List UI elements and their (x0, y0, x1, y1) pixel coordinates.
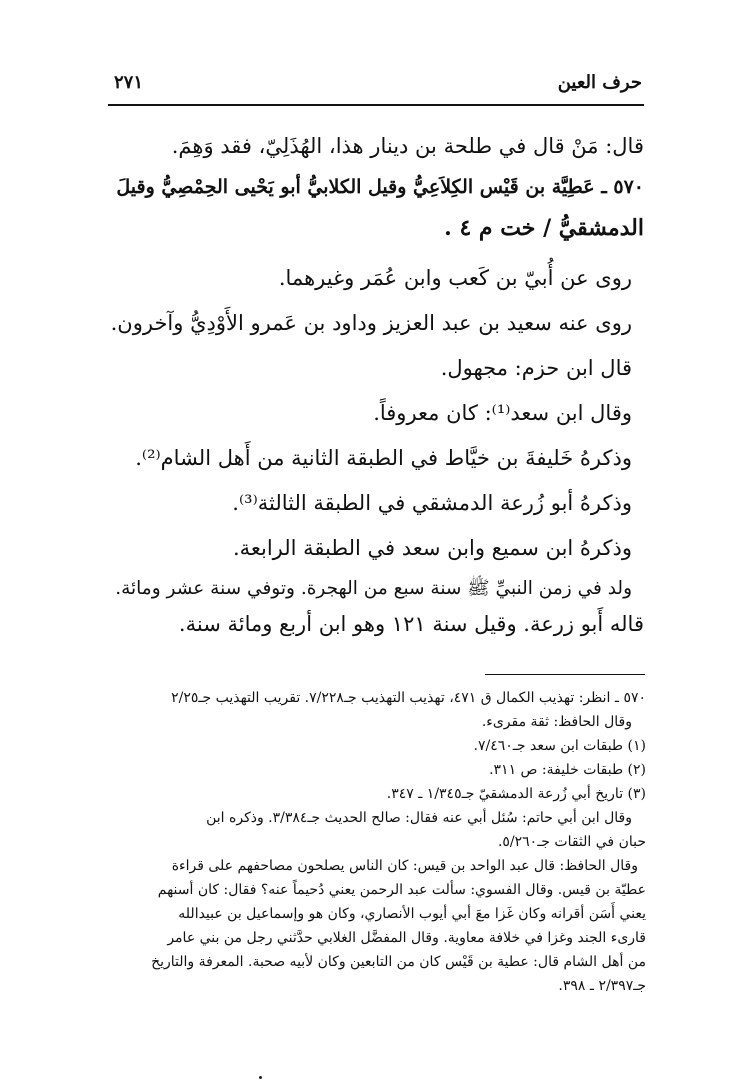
footnotes (94, 686, 646, 998)
footnote-line: ٥٧٠ ـ انظر: تهذيب الكمال ق ٤٧١، تهذيب التهذيب جـ٧/٢٢٨. تقريب التهذيب جـ٢/٢٥ (171, 690, 646, 706)
footnote-line: (٣) تاريخ أبي زُرعة الدمشقيّ جـ١/٣٤٥ ـ ٣٤٧. (386, 786, 646, 802)
header-rule (108, 104, 644, 106)
footnote-line: (٢) طبقات خليفة: ص ٣١١. (489, 762, 646, 778)
footnote-line: وقال ابن أبي حاتم: سُئل أبي عنه فقال: صالح الحديث جـ٣/٣٨٤. وذكره ابن (206, 810, 632, 826)
footnote-line: وقال الحافظ: ثقة مقرىء. (481, 714, 632, 730)
footnote-line: جـ٢/٣٩٧ ـ ٣٩٨. (558, 978, 646, 994)
footnote-line: حبان في الثقات جـ٥/٢٦٠. (497, 834, 646, 850)
footnote-rule (485, 674, 645, 675)
footnote-line: قارىء الجند وغزا في خلافة معاوية. وقال المفضَّل الغلابي حدَّثني رجل من بني عامر (167, 930, 646, 946)
main-text (108, 126, 644, 641)
footnote-line: (١) طبقات ابن سعد جـ٧/٤٦٠. (473, 738, 646, 754)
ibn-hazm-line: قال ابن حزم: مجهول. (440, 356, 632, 380)
intro-line: قال: مَنْ قال في طلحة بن دينار هذا، الهُذَلِيّ، فقد وَهِمَ. (171, 134, 644, 158)
page-number: ٢٧١ (114, 72, 144, 93)
narrated-by-line: روى عنه سعيد بن عبد العزيز وداود بن عَمرو الأَوْدِيُّ وآخرون. (110, 311, 632, 335)
entry-heading-line-2: الدمشقيُّ / خت م ٤ . (444, 215, 644, 241)
footnote-line: يعني أَسَن أقرانه وكان غَزا معَ أبي أيوب الأنصاري، وكان هو وإسماعيل بن عبيدالله (178, 906, 646, 922)
page-header (108, 70, 644, 104)
ibn-sami-line: وذكرهُ ابن سميع وابن سعد في الطبقة الرابعة. (232, 536, 632, 560)
birth-death-line: ولد في زمن النبيِّ ﷺ سنة سبع من الهجرة. وتوفي سنة عشر ومائة. (115, 578, 632, 599)
khalifa-line: وذكرهُ خَليفةَ بن خيَّاط في الطبقة الثانية من أَهل الشام⁽²⁾. (135, 446, 632, 470)
birth-death-continued-line: قاله أَبو زرعة. وقيل سنة ١٢١ وهو ابن أربع ومائة سنة. (178, 612, 644, 636)
narrated-from-line: روى عن أُبيّ بن كَعب وابن عُمَر وغيرهما. (278, 266, 632, 290)
page-speck (259, 1076, 262, 1079)
footnote-line: عطيّة بن قيس. وقال الفسوي: سألت عبد الرحمن يعني دُحيماً عنه؟ فقال: كان أسنهم (157, 882, 646, 898)
abu-zura-line: وذكرهُ أبو زُرعة الدمشقي في الطبقة الثالثة⁽³⁾. (232, 491, 632, 515)
chapter-title: حرف العين (557, 72, 642, 93)
footnote-line: من أهل الشام قال: عطية بن قَيْس كان من التابعين وكان لأبيه صحبة. المعرفة والتاريخ (151, 954, 646, 970)
footnote-line: وقال الحافظ: قال عبد الواحد بن قيس: كان الناس يصلحون مصاحفهم على قراءة (171, 858, 638, 874)
entry-heading-line-1: ٥٧٠ ـ عَطِيَّة بن قَيْس الكِلاَعِيُّ وقيل الكلابيُّ أبو يَحْيى الحِمْصِيُّ وقيلَ (116, 176, 644, 198)
ibn-saad-line: وقال ابن سعد⁽¹⁾: كان معروفاً. (373, 401, 632, 425)
